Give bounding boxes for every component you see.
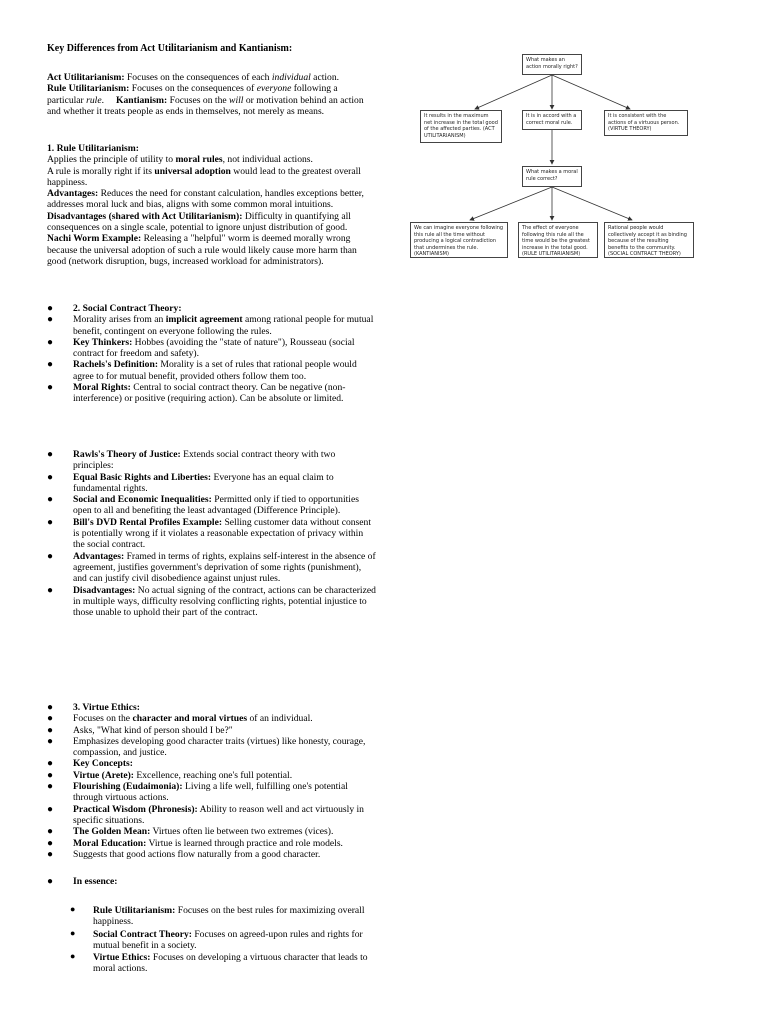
diagram-bottom-center-box: The effect of everyone following this rule all the time would be the greatest increase in the total good. (RULE UTILITARIANISM)	[518, 222, 598, 258]
list-item	[47, 826, 377, 837]
bullet-icon: ●	[47, 314, 54, 326]
bullet-icon: ●	[47, 516, 54, 528]
bullet-icon: ●	[47, 781, 54, 793]
act-util-label: Act Utilitarianism:	[47, 72, 125, 83]
list-item	[47, 303, 377, 314]
rule-util-text: Focuses on the consequences of	[129, 83, 257, 95]
rule-util-em: everyone	[256, 83, 292, 95]
item-pre: Focuses on the	[73, 713, 133, 725]
item-text: Morality is a set of rules that rational people would agree to for mutual benefit, provided others follow them too.	[73, 359, 357, 382]
item-label: Disadvantages:	[73, 584, 136, 596]
list-item	[47, 849, 377, 860]
act-util-text-end: action.	[310, 72, 340, 83]
list-item	[47, 359, 377, 382]
item-label: Practical Wisdom (Phronesis):	[73, 803, 198, 815]
bullet-icon: ●	[47, 837, 54, 849]
rule-util-p1: Applies the principle of utility to	[47, 154, 176, 166]
bullet-icon: ●	[47, 303, 54, 314]
rule-util-heading: 1. Rule Utilitarianism:	[47, 143, 139, 154]
item-pre: Suggests that good actions flow naturally from a good character.	[73, 848, 321, 860]
bullet-icon: ●	[47, 359, 54, 371]
bullet-icon: ●	[47, 471, 54, 483]
item-text: Excellence, reaching one's full potential.	[134, 769, 293, 781]
item-text: Living a life well, fulfilling one's potential through virtuous actions.	[73, 781, 348, 804]
rule-util-dis-label: Disadvantages (shared with Act Utilitarianism):	[47, 210, 243, 222]
rule-util-dis-text: Difficulty in quantifying all consequences on a single scale, potential to ignore unjust distribution of good.	[47, 210, 351, 234]
item-text: Hobbes (avoiding the "state of nature"), Rousseau (social contract for freedom and safety).	[73, 336, 355, 360]
item-text: Framed in terms of rights, explains self-interest in the absence of agreement, justifies government's deprivation of some rights (punishment), and can justify civil disobedience against unjust rules.	[73, 550, 376, 585]
rule-util-p2-end: would lead to the greatest overall happiness.	[47, 165, 361, 188]
arrow-mid-right	[552, 187, 632, 220]
rawls-list	[47, 449, 377, 618]
item-label: Moral Rights:	[73, 382, 131, 394]
kantianism-em: will	[229, 94, 244, 106]
item-label: Social and Economic Inequalities:	[73, 494, 212, 506]
ethics-flow-diagram	[400, 50, 720, 280]
nachi-label: Nachi Worm Example:	[47, 233, 142, 245]
bullet-icon: ●	[47, 826, 54, 838]
item-text: Focuses on the best rules for maximizing overall happiness.	[93, 905, 365, 928]
list-item	[47, 585, 377, 619]
diagram-center-box: It is in accord with a correct moral rule.	[522, 110, 582, 130]
bullet-icon: ●	[47, 494, 54, 506]
item-text: Extends social contract theory with two principles:	[73, 449, 336, 472]
rule-util-p2-bold: universal adoption	[154, 165, 231, 177]
rule-util-adv-text: Reduces the need for constant calculation, handles exceptions better, addresses moral luck and bias, aligns with some common moral intuitions.	[47, 188, 364, 211]
list-item	[47, 314, 377, 337]
item-text: Focuses on developing a virtuous character that leads to moral actions.	[93, 952, 368, 975]
rule-util-section	[47, 143, 365, 267]
item-text: Focuses on agreed-upon rules and rights for mutual benefit in a society.	[93, 928, 363, 951]
diagram-top-box: What makes an action morally right?	[522, 54, 582, 75]
list-item	[47, 494, 377, 517]
item-text: Selling customer data without consent is potentially wrong if it violates a reasonable expectation of privacy within the social contract.	[73, 516, 372, 551]
bullet-icon: ●	[47, 758, 54, 770]
item-label: Social Contract Theory:	[93, 928, 192, 940]
item-text: of an individual.	[247, 713, 313, 725]
list-item	[47, 758, 377, 769]
diagram-bottom-left-box: We can imagine everyone following this rule all the time without producing a logical contradiction that undermines the rule. (KANTIANISM)	[410, 222, 508, 258]
list-item	[47, 725, 377, 736]
item-label: Virtue Ethics:	[93, 952, 151, 964]
bullet-icon: ●	[70, 927, 76, 938]
item-pre: Asks, "What kind of person should I be?"	[73, 724, 233, 736]
list-item	[47, 838, 377, 849]
list-item	[47, 382, 377, 405]
arrow-mid-left	[470, 187, 552, 220]
item-label: The Golden Mean:	[73, 826, 151, 838]
list-item	[47, 713, 377, 724]
list-item	[47, 781, 377, 804]
item-text: No actual signing of the contract, actions can be characterized in multiple ways, difficulty resolving conflicting rights, potential injustice to those unable to uphold their part of the contract.	[73, 584, 376, 619]
nachi-text: Releasing a "helpful" worm is deemed morally wrong because the universal adoption of such a rule would likely cause more harm than good (network disruption, bugs, increased workload for administrators).	[47, 233, 357, 267]
document-title: Key Differences from Act Utilitarianism and Kantianism:	[47, 43, 293, 54]
bullet-icon: ●	[47, 769, 54, 781]
rule-util-text-3: .	[101, 94, 105, 106]
list-item	[47, 736, 377, 759]
diagram-left-box: It results in the maximum net increase in the total good of the affected parties. (ACT UTILITARIANISM)	[420, 110, 502, 143]
item-label: character and moral virtues	[132, 713, 248, 725]
list-item	[70, 952, 370, 975]
act-util-em: individual	[271, 72, 311, 83]
list-item	[47, 770, 377, 781]
arrow-top-left	[475, 75, 552, 109]
item-label: Advantages:	[73, 550, 125, 562]
bullet-icon: ●	[47, 735, 54, 747]
diagram-bottom-right-box: Rational people would collectively accept it as binding because of the resulting benefits to the community. (SOCIAL CONTRACT THEORY)	[604, 222, 694, 258]
list-item	[47, 517, 377, 551]
bullet-icon: ●	[70, 904, 76, 914]
item-label: 3. Virtue Ethics:	[73, 702, 140, 713]
bullet-icon: ●	[47, 713, 54, 725]
rule-util-adv-label: Advantages:	[47, 188, 99, 200]
bullet-icon: ●	[47, 876, 54, 887]
item-label: Rule Utilitarianism:	[93, 905, 176, 916]
diagram-right-box: It is consistent with the actions of a virtuous person. (VIRTUE THEORY)	[604, 110, 688, 136]
kantianism-text-2: or motivation behind an action and whether it treats people as ends in themselves, not merely as means.	[47, 94, 364, 117]
bullet-icon: ●	[47, 336, 54, 348]
list-item	[47, 804, 377, 827]
rule-util-text-2: following a particular	[47, 83, 338, 106]
essence-heading-list	[47, 876, 377, 887]
list-item	[47, 702, 377, 713]
item-label: Rachels's Definition:	[73, 359, 159, 371]
bullet-icon: ●	[47, 382, 54, 394]
list-item	[47, 337, 377, 360]
list-item	[47, 449, 377, 472]
item-pre: Morality arises from an	[73, 314, 166, 326]
essence-list	[70, 905, 370, 976]
bullet-icon: ●	[47, 550, 54, 562]
item-label: Key Concepts:	[73, 758, 133, 770]
list-item	[47, 472, 377, 495]
item-text: Virtues often lie between two extremes (vices).	[150, 826, 334, 838]
essence-label: In essence:	[73, 876, 118, 887]
list-item	[70, 929, 370, 952]
item-text: Permitted only if tied to opportunities open to all and benefiting the least advantaged (Difference Principle).	[73, 494, 359, 517]
intro-paragraph	[47, 72, 365, 117]
rule-util-p1-end: , not individual actions.	[222, 154, 313, 166]
act-util-text: Focuses on the consequences of each	[124, 72, 272, 83]
kantianism-label: Kantianism:	[116, 94, 168, 106]
rule-util-p2: A rule is morally right if its	[47, 165, 155, 177]
item-pre: Emphasizes developing good character traits (virtues) like honesty, courage, compassion, and justice.	[73, 735, 366, 759]
kantianism-text: Focuses on the	[167, 94, 230, 106]
item-label: Equal Basic Rights and Liberties:	[73, 471, 212, 483]
item-label: 2. Social Contract Theory:	[73, 303, 182, 314]
list-item	[47, 876, 377, 887]
list-item	[70, 905, 370, 928]
bullet-icon: ●	[47, 449, 54, 460]
item-label: Flourishing (Eudaimonia):	[73, 781, 183, 793]
social-contract-list	[47, 303, 377, 405]
item-label: Moral Education:	[73, 837, 147, 849]
diagram-mid-box: What makes a moral rule correct?	[522, 166, 582, 187]
bullet-icon: ●	[47, 724, 54, 736]
rule-util-p1-bold: moral rules	[175, 154, 223, 166]
list-item	[47, 551, 377, 585]
item-text: Virtue is learned through practice and role models.	[146, 837, 343, 849]
rule-util-label: Rule Utilitarianism:	[47, 83, 130, 95]
item-label: Key Thinkers:	[73, 336, 133, 348]
item-label: Bill's DVD Rental Profiles Example:	[73, 516, 223, 528]
bullet-icon: ●	[47, 848, 54, 860]
rule-util-em-2: rule	[86, 94, 102, 106]
bullet-icon: ●	[47, 803, 54, 815]
arrow-top-right	[552, 75, 630, 109]
bullet-icon: ●	[47, 584, 54, 596]
bullet-icon: ●	[70, 951, 76, 962]
item-label: Rawls's Theory of Justice:	[73, 449, 181, 460]
virtue-list	[47, 702, 377, 860]
item-text: among rational people for mutual benefit, contingent on everyone following the rules.	[73, 314, 374, 337]
bullet-icon: ●	[47, 702, 54, 713]
item-label: implicit agreement	[165, 314, 243, 326]
item-text: Central to social contract theory. Can be negative (non-interference) or positive (requiring action). Can be absolute or limited.	[73, 382, 346, 405]
item-text: Ability to reason well and act virtuously in specific situations.	[73, 803, 364, 826]
item-label: Virtue (Arete):	[73, 769, 134, 781]
item-text: Everyone has an equal claim to fundamental rights.	[73, 471, 334, 494]
